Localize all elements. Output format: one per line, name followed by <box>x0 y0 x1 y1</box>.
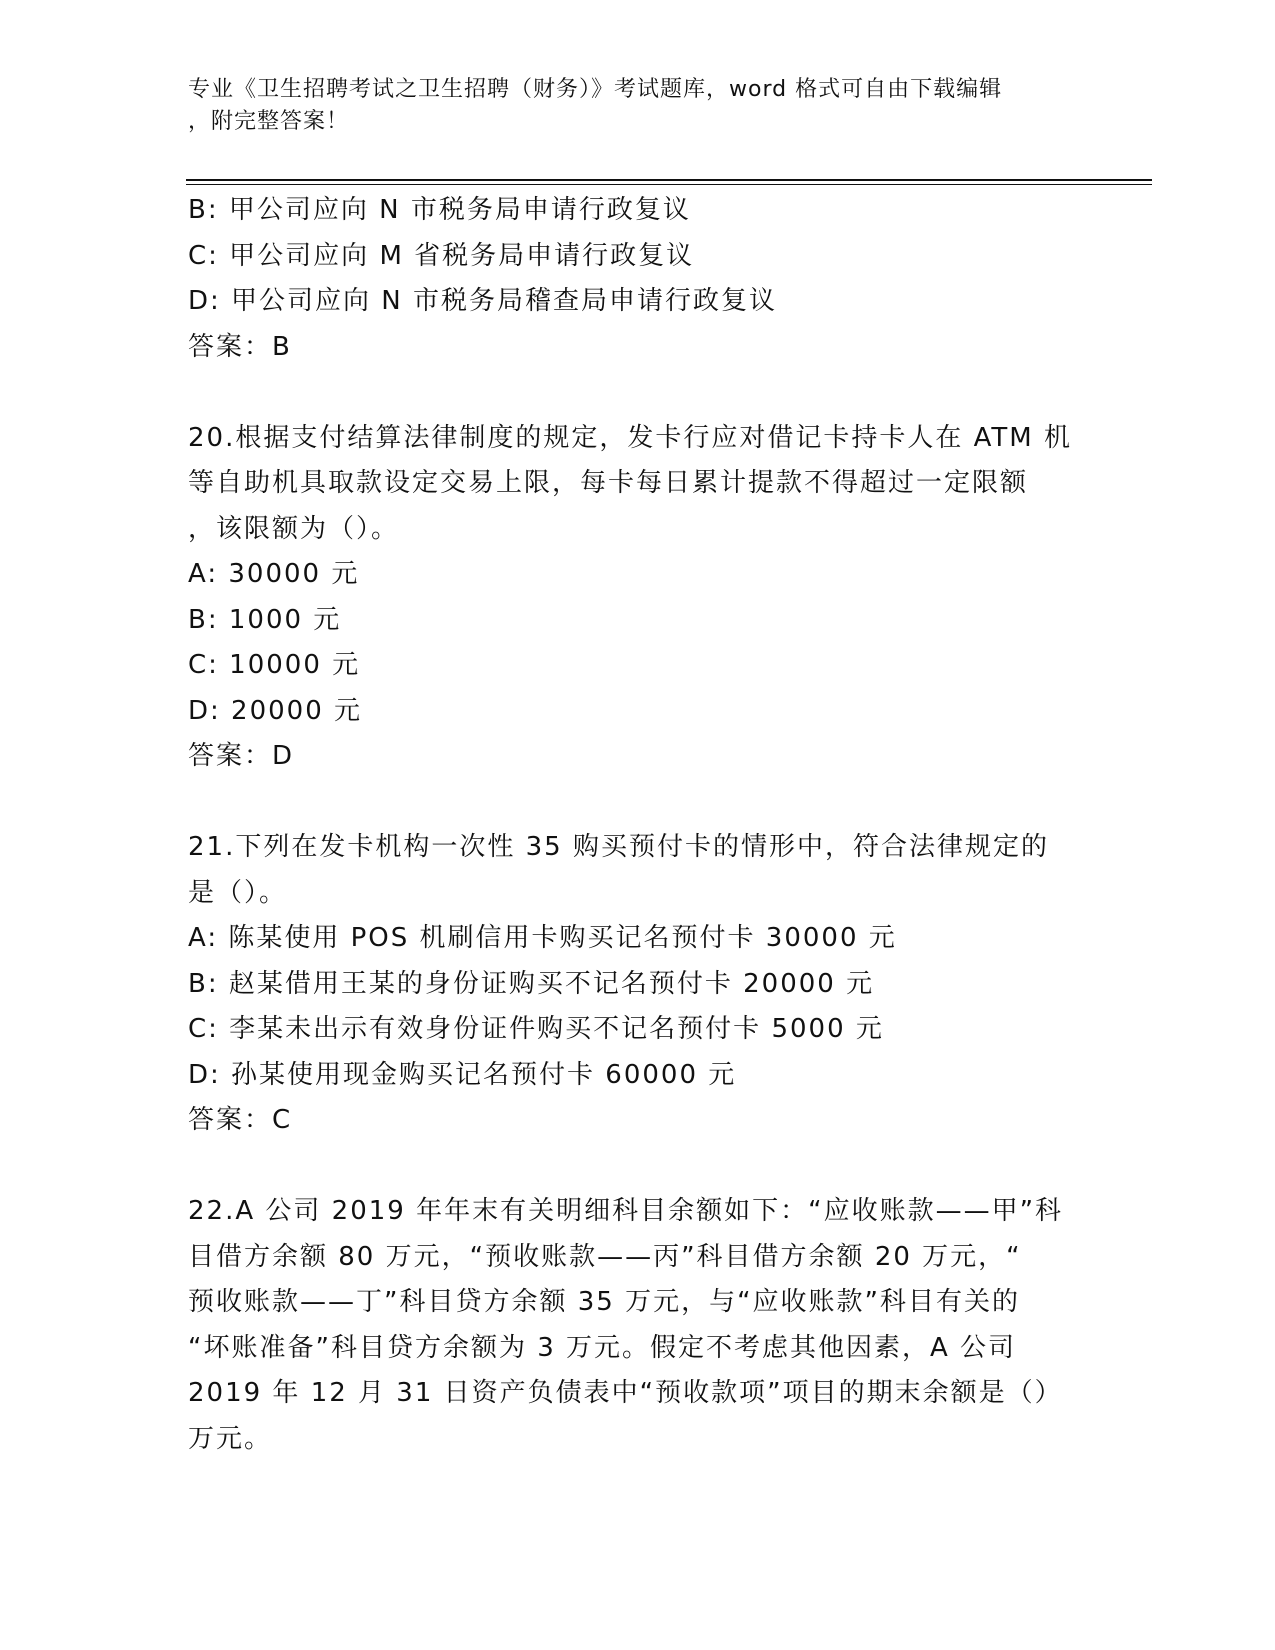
q21-option-a: A: 陈某使用 POS 机刷信用卡购买记名预付卡 30000 元 <box>188 923 897 953</box>
spacer <box>188 780 1088 826</box>
q22-stem-line-6: 万元。 <box>188 1423 273 1454</box>
q19-answer: 答案：B <box>188 331 292 362</box>
question-20-block <box>188 416 1088 780</box>
q19-option-b: B: 甲公司应向 N 市税务局申请行政复议 <box>188 195 691 225</box>
header-divider-thin <box>186 184 1152 185</box>
q22-stem-line-4: “坏账准备”科目贷方余额为 3 万元。假定不考虑其他因素，A 公司 <box>188 1332 1017 1363</box>
q20-option-b: B: 1000 元 <box>188 604 342 635</box>
q21-option-c: C: 李某未出示有效身份证件购买不记名预付卡 5000 元 <box>188 1014 884 1044</box>
q22-stem-line-5: 2019 年 12 月 31 日资产负债表中“预收款项”项目的期末余额是（） <box>188 1378 1063 1408</box>
question-22-block <box>188 1189 1088 1462</box>
q22-stem-line-1: 22.A 公司 2019 年年末有关明细科目余额如下：“应收账款——甲”科 <box>188 1196 1064 1226</box>
q22-stem-line-3: 预收账款——丁”科目贷方余额 35 万元，与“应收账款”科目有关的 <box>188 1287 1021 1317</box>
q20-stem-line-2: 等自助机具取款设定交易上限，每卡每日累计提款不得超过一定限额 <box>188 468 1029 498</box>
question-content <box>188 188 1088 1462</box>
question-21-block <box>188 825 1088 1144</box>
header-title-line-2: ，附完整答案！ <box>188 109 350 134</box>
spacer <box>188 1144 1088 1190</box>
q21-stem-line-2: 是（）。 <box>188 877 288 908</box>
q20-option-c: C: 10000 元 <box>188 650 361 680</box>
q20-stem-line-3: ，该限额为（）。 <box>188 513 400 544</box>
q21-option-d: D: 孙某使用现金购买记名预付卡 60000 元 <box>188 1059 737 1090</box>
q21-answer: 答案：C <box>188 1105 293 1135</box>
q22-stem-line-2: 目借方余额 80 万元，“预收账款——丙”科目借方余额 20 万元，“ <box>188 1241 1022 1272</box>
q21-stem-line-1: 21.下列在发卡机构一次性 35 购买预付卡的情形中，符合法律规定的 <box>188 832 1049 862</box>
q19-option-d: D: 甲公司应向 N 市税务局稽查局申请行政复议 <box>188 286 778 316</box>
header-title-line-1: 专业《卫生招聘考试之卫生招聘（财务）》考试题库，word 格式可自由下载编辑 <box>188 77 1003 102</box>
header-divider-thick <box>186 179 1152 181</box>
q20-stem-line-1: 20.根据支付结算法律制度的规定，发卡行应对借记卡持卡人在 ATM 机 <box>188 422 1072 453</box>
page-header <box>188 74 1088 138</box>
q20-answer: 答案：D <box>188 741 295 771</box>
spacer <box>188 370 1088 416</box>
q20-option-a: A: 30000 元 <box>188 559 360 589</box>
question-19-block <box>188 188 1088 370</box>
q19-option-c: C: 甲公司应向 M 省税务局申请行政复议 <box>188 240 695 271</box>
q21-option-b: B: 赵某借用王某的身份证购买不记名预付卡 20000 元 <box>188 968 875 999</box>
q20-option-d: D: 20000 元 <box>188 695 363 726</box>
